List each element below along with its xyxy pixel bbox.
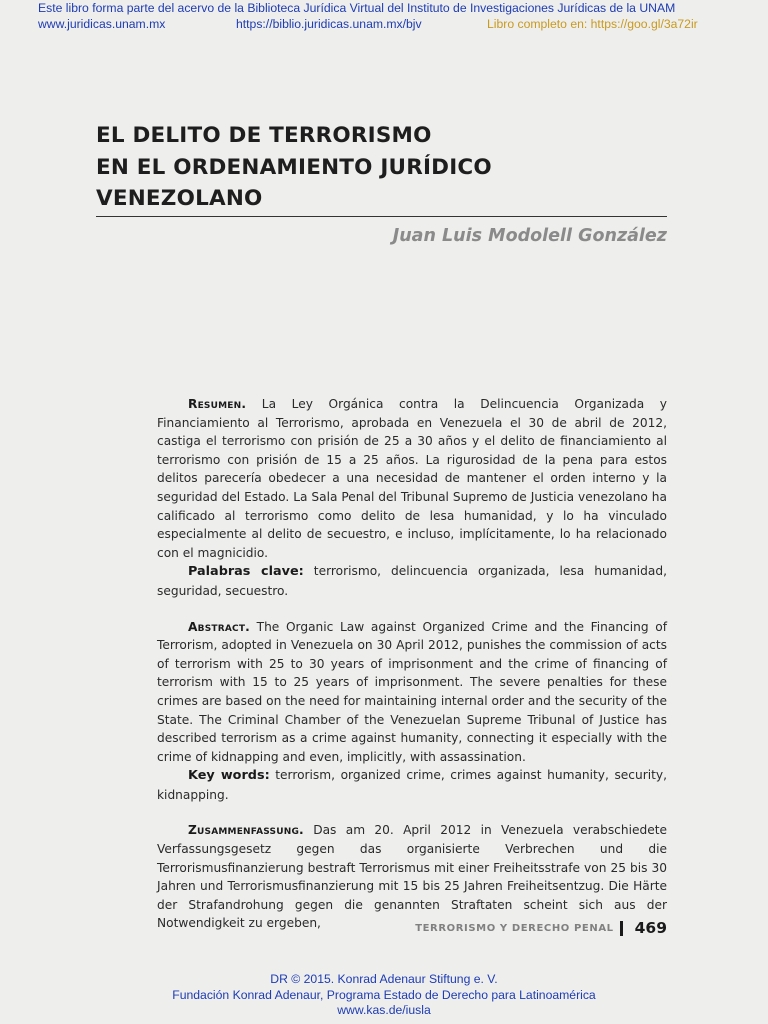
page-footer [415, 917, 667, 939]
key-words-text: terrorism, organized crime, crimes against humanity, security, kidnapping. [157, 768, 667, 802]
resumen-label: Resumen. [188, 397, 247, 411]
zusammenfassung-label: Zusammenfassung. [188, 823, 304, 838]
full-book-link[interactable]: Libro completo en: https://goo.gl/3a72ir [487, 17, 698, 31]
copyright-footer [0, 972, 768, 1019]
chapter-title [96, 120, 676, 215]
resumen-text: La Ley Orgánica contra la Delincuencia Organizada y Financiamiento al Terrorismo, aprobada en Venezuela el 30 de abril de 2012, castiga el terrorismo con prisión de 25 a 30 años y el delito de financiamiento al terrorismo con prisión de 15 a 25 años. La rigurosidad de la pena para estos delitos parecería obedecer a una necesidad de mantener el orden interno y la seguridad del Estado. La Sala Penal del Tribunal Supremo de Justicia venezolano ha calificado al terrorismo como delito de lesa humanidad, y lo ha vinculado especialmente al delito de secuestro, e incluso, implícitamente, lo ha relacionado con el magnicidio. [157, 397, 667, 560]
footer-separator [620, 921, 623, 936]
title-line: EN EL ORDENAMIENTO JURÍDICO [96, 154, 492, 180]
repository-links [38, 16, 738, 32]
juridicas-link[interactable]: www.juridicas.unam.mx [38, 17, 166, 31]
palabras-clave-label: Palabras clave: [188, 564, 304, 580]
abstracts-block [157, 395, 667, 933]
abstract-label: Abstract. [188, 619, 250, 634]
palabras-clave-text: terrorismo, delincuencia organizada, lesa humanidad, seguridad, secuestro. [157, 564, 667, 598]
title-line: VENEZOLANO [96, 186, 263, 211]
repository-header [38, 0, 738, 32]
zusammenfassung-text: Das am 20. April 2012 in Venezuela verabschiedete Verfassungsgesetz gegen das organisierte Verbrechen und die Terrorismusfinanzierung bestraft Terrorismus mit einer Freiheitsstrafe von 25 bis 30 Jahren und Terrorismusfinanzierung mit 15 bis 25 Jahren Freiheitsentzug. Die Härte der Strafandrohung gegen die genannten Straftaten scheint sich aus der Notwendigkeit zu ergeben, [157, 823, 667, 931]
abstract-paragraph [157, 618, 667, 767]
resumen-paragraph [157, 395, 667, 562]
key-words-label: Key words: [188, 768, 270, 784]
title-line: EL DELITO DE TERRORISMO [96, 123, 432, 148]
title-divider [96, 216, 667, 217]
palabras-clave-paragraph [157, 562, 667, 600]
foundation-line: Fundación Konrad Adenaur, Programa Estado de Derecho para Latinoamérica [172, 987, 596, 1002]
kas-link[interactable]: www.kas.de/iusla [337, 1003, 431, 1017]
repository-notice: Este libro forma parte del acervo de la Biblioteca Jurídica Virtual del Instituto de Investigaciones Jurídicas de la UNAM [38, 1, 676, 15]
copyright-line: DR © 2015. Konrad Adenaur Stiftung e. V. [270, 972, 498, 986]
running-head: TERRORISMO Y DERECHO PENAL [415, 922, 614, 934]
biblio-link[interactable]: https://biblio.juridicas.unam.mx/bjv [236, 17, 422, 31]
abstract-text: The Organic Law against Organized Crime and the Financing of Terrorism, adopted in Venezuela on 30 April 2012, punishes the commission of acts of terrorism with 25 to 30 years of imprisonment and the crime of financing of terrorism with 15 to 25 years of imprisonment. The severe penalties for these crimes are based on the need for maintaining internal order and the security of the State. The Criminal Chamber of the Venezuelan Supreme Tribunal of Justice has described terrorism as a crime against humanity, connecting it especially with the crime of kidnapping and even, implicitly, with assassination. [157, 619, 667, 764]
key-words-paragraph [157, 766, 667, 804]
author-name: Juan Luis Modolell González [392, 226, 667, 246]
page-number: 469 [634, 919, 667, 937]
